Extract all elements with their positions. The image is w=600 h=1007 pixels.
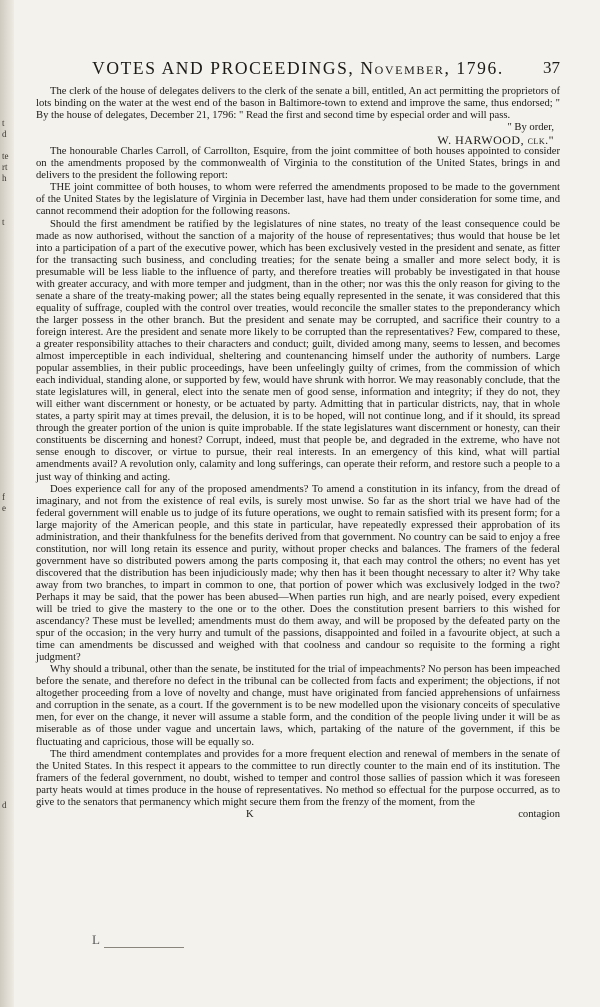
margin-fragment — [2, 756, 14, 767]
catchline — [36, 809, 560, 821]
margin-fragment — [2, 569, 14, 580]
margin-fragment — [2, 382, 14, 393]
margin-fragment — [2, 591, 14, 602]
margin-fragment — [2, 338, 14, 349]
margin-fragment — [2, 745, 14, 756]
margin-fragment — [2, 349, 14, 360]
margin-fragment — [2, 228, 14, 239]
margin-fragment — [2, 668, 14, 679]
margin-fragment — [2, 206, 14, 217]
paragraph-experience: Does experience call for any of the proposed amendments? To amend a constitution in its infancy, from the dread of imaginary, and not from the existence of real evils, is surely most unwise. So far as the short trial we have had of the federal government will enable us to judge of its future operations, we ought to remain satisfied with its present form; for a large majority of the American people, and this state in particular, have repeatedly expressed their approbation of its administration, and their thankfulness for the benefits derived from that government. No country can be said to enjoy a free constitution, nor will long retain its essence and purity, without proper checks and balances. The framers of the federal government have so distributed powers among the parts composing it, that each may control the others; no event has yet discovered that the distribution has been injudiciously made; why then has it been thought necessary to alter it? Why take away from two branches, to impart in common to one, that portion of power which was exclusively lodged in the two? Perhaps it may be said, that the power has been abused—When parties run high, and are nearly poised, every expedient will be tried to give the mastery to the one or to the other. Does the constitution present barriers to this wished for ascendancy? These must be levelled; amendments must do them away, and will be proposed by the defeated party on the spur of the occasion; in the very hurry and tumult of the passions, disappointed and foiled in a favourite object, at such a time can amendments be discussed and weighed with that coolness and candour so requisite to the forming a right judgment? — [36, 483, 560, 664]
margin-fragment — [2, 701, 14, 712]
margin-fragment — [2, 734, 14, 745]
margin-fragment — [2, 481, 14, 492]
signature-name: W. HARWOOD, clk." — [437, 133, 554, 148]
margin-fragment — [2, 393, 14, 404]
bottom-mark: L — [92, 932, 100, 947]
paragraph-committee-intro: The honourable Charles Carroll, of Carrollton, Esquire, from the joint committee of both houses appointed to consider on the amendments proposed by the commonwealth of Virginia to the constitution of the United States, brings in and delivers to the president the following report: — [36, 146, 560, 182]
margin-fragment — [2, 360, 14, 371]
paragraph-impeachments: Why should a tribunal, other than the senate, be instituted for the trial of impeachments? No person has been impeached before the senate, and therefore no defect in the tribunal can be collected from facts and experiment; the objections, if not altogether proceeding from a love of novelty and change, must have originated from fancied apprehensions of unfairness and corruption in the senate, as a court. If the government is to be new modelled upon the visionary conceits of speculative men, for ever on the change, it never will assume a stable form, and the condition of the people living under it will be as miserable as of those under vague and uncertain laws, which, partaking of the nature of the government, if this be fluctuating and capricious, those will be equally so. — [36, 664, 560, 748]
margin-fragment — [2, 712, 14, 723]
margin-fragment — [2, 426, 14, 437]
margin-fragment: e — [2, 503, 6, 513]
running-title: VOTES AND PROCEEDINGS, November, 1796. — [92, 58, 504, 78]
bottom-rule — [104, 947, 184, 948]
margin-fragment — [2, 624, 14, 635]
margin-fragment — [2, 305, 14, 316]
margin-fragment — [2, 635, 14, 646]
margin-fragment — [2, 404, 14, 415]
margin-fragment — [2, 789, 14, 800]
margin-fragment — [2, 514, 14, 525]
margin-fragment: t — [2, 118, 5, 128]
margin-fragment — [2, 767, 14, 778]
margin-fragment — [2, 679, 14, 690]
margin-fragment — [2, 327, 14, 338]
margin-fragment — [2, 195, 14, 206]
signature-by-order: " By order, — [507, 122, 554, 134]
margin-fragment — [2, 459, 14, 470]
page-header — [36, 58, 560, 84]
margin-fragment: te — [2, 151, 9, 161]
margin-fragment — [2, 657, 14, 668]
document-page — [36, 58, 560, 821]
margin-fragment — [2, 536, 14, 547]
margin-fragment: t — [2, 217, 5, 227]
margin-fragment — [2, 525, 14, 536]
margin-fragment — [2, 437, 14, 448]
margin-fragment: f — [2, 492, 5, 502]
margin-fragment — [2, 316, 14, 327]
margin-fragment — [2, 613, 14, 624]
margin-fragment — [2, 547, 14, 558]
margin-fragment: h — [2, 173, 7, 183]
margin-fragment — [2, 448, 14, 459]
paragraph-third-amendment: The third amendment contemplates and provides for a more frequent election and renewal of members in the senate of the United States. In this respect it appears to the committee to run directly counter to the main end of its institution. The framers of the federal government, no doubt, wished to temper and control those sallies of passion which it was foreseen party heats would at times produce in the house of representatives. No method so effectual for the purpose occurred, as to give to the senators that permanency which might secure them from the frenzy of the moment, from the — [36, 748, 560, 808]
margin-fragment — [2, 723, 14, 734]
catchword: contagion — [518, 808, 560, 820]
margin-fragment — [2, 261, 14, 272]
margin-fragment — [2, 778, 14, 789]
paragraph-bill-message: The clerk of the house of delegates delivers to the clerk of the senate a bill, entitled, An act permitting the proprietors of lots binding on the water at the west end of the bason in Baltimore-town to extend and improve the same, thus endorsed; " By the house of delegates, December 21, 1796: " Read the first and second time by especial order and will pass. — [36, 86, 560, 122]
margin-fragment — [2, 580, 14, 591]
margin-fragment — [2, 470, 14, 481]
margin-fragment — [2, 272, 14, 283]
margin-fragment — [2, 558, 14, 569]
margin-fragment — [2, 294, 14, 305]
paragraph-report-opening: THE joint committee of both houses, to whom were referred the amendments proposed to be made to the government of the United States by the legislature of Virginia in December last, have had them under consideration for some time, and cannot recommend their adoption for the following reasons. — [36, 182, 560, 218]
margin-fragment — [2, 184, 14, 195]
signature-name-line — [36, 134, 560, 146]
margin-fragment — [2, 690, 14, 701]
margin-fragment — [2, 140, 14, 151]
body-text — [36, 86, 560, 821]
margin-fragment — [2, 371, 14, 382]
page-number: 37 — [543, 58, 560, 77]
left-margin-fragments — [2, 118, 14, 811]
margin-fragment: d — [2, 129, 7, 139]
paragraph-first-amendment: Should the first amendment be ratified by the legislatures of nine states, no treaty of the least consequence could be made as now authorised, without the sanction of a majority of the house of representatives; thus would that house be let into a participation of a part of the executive power, which has been exclusively vested in the president and senate, as fitter for the transacting such business, and concluding treaties; for the senate being a smaller and more select body, it is presumable will be less liable to the influence of party, and therefore treaties will probably be investigated in that house with greater accuracy, and with more temper and judgment, than in the other; nor was this the only reason for giving to the senate a share of the treaty-making power; all the states being equally represented in the senate, it was considered that this equality of suffrage, coupled with the control over treaties, would reconcile the smaller states to the preponderancy which the larger possess in the other branch. But the president and senate may be corrupted, and sacrifice their country to a foreign interest. Are the president and senate more likely to be corrupted than the representatives? Few, compared to these, a greater responsibility attaches to their characters and conduct; guilt, divided among many, seems to lessen, and becomes almost imperceptible in each individual, sheltering and countenancing himself under the authority of numbers. Large popular assemblies, in their public proceedings, have been unfeelingly guilty of crimes, from the commission of which each individual, standing alone, or supported by few, would have shrunk with horror. We may reasonably conclude, that the state legislatures will, in general, elect into the senate men of good sense, information and integrity; if they do not, they will either want discernment or honesty, or be actuated by party. Admitting that in particular districts, nay, that in whole states, a party spirit may at times prevail, the delusion, it is to be hoped, will not continue long, and if it should, its spread through the greater portion of the union is quite improbable. If the state legislatures want discernment or honesty, can their constituents be discerning and honest? Corrupt, indeed, must that people be, and degraded in the extreme, who have not sense enough to discover, or virtue to pursue, their real interests. In an emergency of this kind, what will partial amendments avail? A revolution only, calamity and long sufferings, can operate their reform, and restore such a people to a just way of thinking and acting. — [36, 218, 560, 483]
margin-fragment — [2, 283, 14, 294]
margin-fragment — [2, 415, 14, 426]
margin-fragment: rt — [2, 162, 8, 172]
margin-fragment — [2, 239, 14, 250]
margin-fragment — [2, 602, 14, 613]
margin-fragment — [2, 250, 14, 261]
margin-fragment: d — [2, 800, 7, 810]
margin-fragment — [2, 646, 14, 657]
signature-mark: K — [246, 808, 254, 820]
